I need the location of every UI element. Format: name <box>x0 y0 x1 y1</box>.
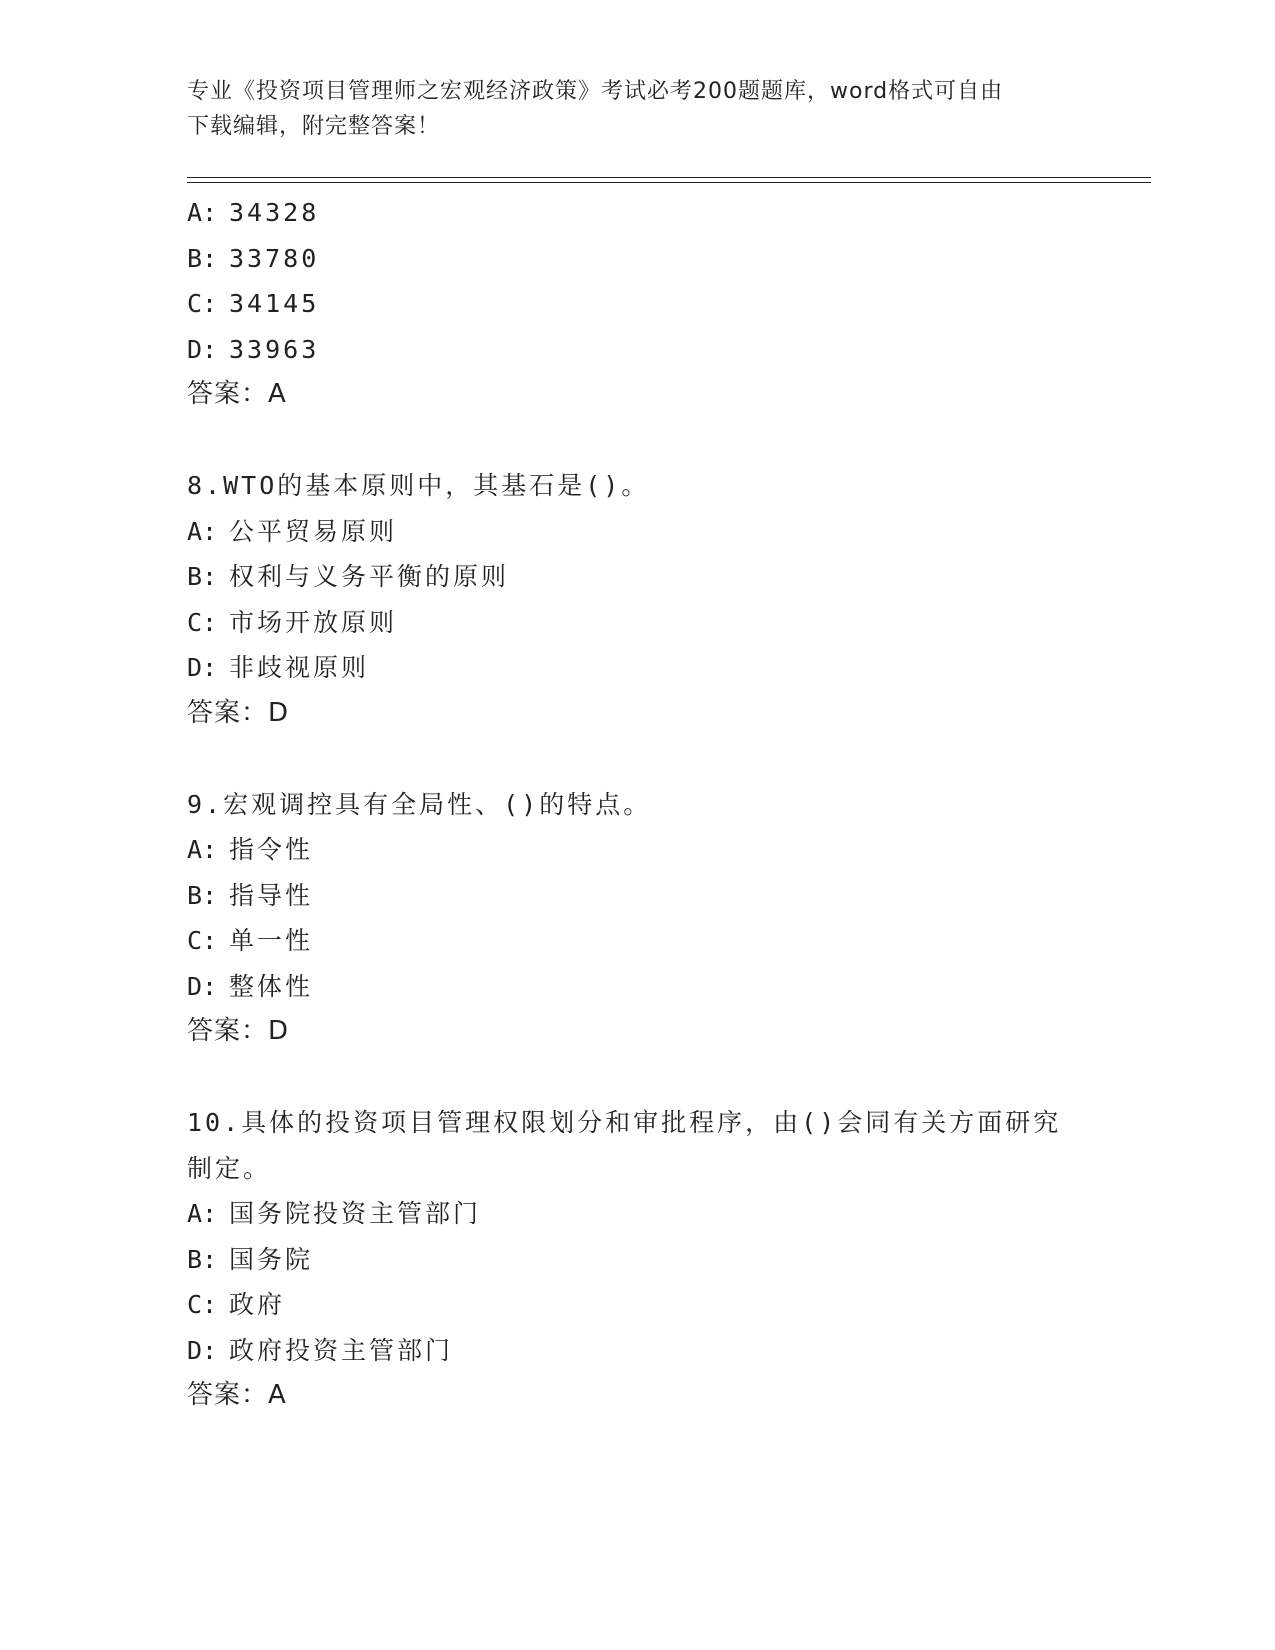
option-d <box>187 645 1147 691</box>
option-text: 政府投资主管部门 <box>229 1335 454 1365</box>
document-header <box>187 74 1087 144</box>
option-letter: D: <box>187 971 218 1001</box>
option-text: 国务院 <box>229 1244 314 1274</box>
question-stem-line-2: 制定。 <box>187 1153 272 1183</box>
option-b <box>187 236 1147 282</box>
option-a <box>187 509 1147 555</box>
option-text: 整体性 <box>229 971 314 1001</box>
option-text: 国务院投资主管部门 <box>229 1199 482 1228</box>
option-letter: D: <box>187 334 218 364</box>
option-letter: B: <box>187 880 218 910</box>
option-c <box>187 918 1147 964</box>
answer-line: 答案：D <box>187 1016 290 1046</box>
option-text: 非歧视原则 <box>229 653 370 682</box>
option-letter: A: <box>187 835 218 864</box>
header-line-1: 专业《投资项目管理师之宏观经济政策》考试必考200题题库，word格式可自由 <box>187 79 1004 104</box>
option-a <box>187 827 1147 873</box>
header-line-2: 下载编辑，附完整答案！ <box>187 114 441 139</box>
spacer <box>187 1055 1147 1101</box>
question-list <box>187 190 1147 1419</box>
option-a <box>187 190 1147 236</box>
option-letter: A: <box>187 198 218 227</box>
answer-line: 答案：D <box>187 697 290 728</box>
question-7 <box>187 190 1147 418</box>
option-text: 市场开放原则 <box>229 607 398 637</box>
option-text: 34145 <box>229 289 320 318</box>
option-letter: B: <box>187 1244 218 1274</box>
option-letter: C: <box>187 1290 218 1319</box>
option-text: 单一性 <box>229 926 314 955</box>
option-c <box>187 600 1147 646</box>
option-b <box>187 1237 1147 1283</box>
option-text: 33963 <box>229 334 320 364</box>
option-letter: C: <box>187 289 218 318</box>
question-stem: 8.WTO的基本原则中，其基石是()。 <box>187 471 650 500</box>
option-text: 公平贸易原则 <box>229 516 398 546</box>
option-text: 指导性 <box>229 880 314 910</box>
option-letter: D: <box>187 1335 218 1365</box>
option-b <box>187 873 1147 919</box>
option-a <box>187 1191 1147 1237</box>
option-text: 33780 <box>229 243 320 273</box>
question-9 <box>187 782 1147 1055</box>
spacer <box>187 736 1147 782</box>
option-c <box>187 281 1147 327</box>
option-text: 34328 <box>229 198 320 227</box>
option-text: 政府 <box>229 1290 286 1319</box>
option-letter: C: <box>187 926 218 955</box>
question-stem-line-1: 10.具体的投资项目管理权限划分和审批程序，由()会同有关方面研究 <box>187 1108 1062 1137</box>
option-letter: C: <box>187 607 218 637</box>
question-8 <box>187 463 1147 736</box>
option-letter: A: <box>187 516 218 546</box>
option-d <box>187 964 1147 1010</box>
option-text: 权利与义务平衡的原则 <box>229 562 510 591</box>
option-d <box>187 327 1147 373</box>
option-letter: B: <box>187 562 218 591</box>
spacer <box>187 418 1147 464</box>
option-c <box>187 1282 1147 1328</box>
answer-line: 答案：A <box>187 1380 287 1410</box>
option-d <box>187 1328 1147 1374</box>
question-10 <box>187 1100 1147 1419</box>
option-letter: B: <box>187 243 218 273</box>
option-letter: D: <box>187 653 218 682</box>
option-b <box>187 554 1147 600</box>
header-rule-top <box>187 177 1151 178</box>
answer-line: 答案：A <box>187 379 287 409</box>
option-letter: A: <box>187 1199 218 1228</box>
header-rule-bottom <box>187 182 1151 183</box>
option-text: 指令性 <box>229 835 314 864</box>
question-stem: 9.宏观调控具有全局性、()的特点。 <box>187 789 652 819</box>
